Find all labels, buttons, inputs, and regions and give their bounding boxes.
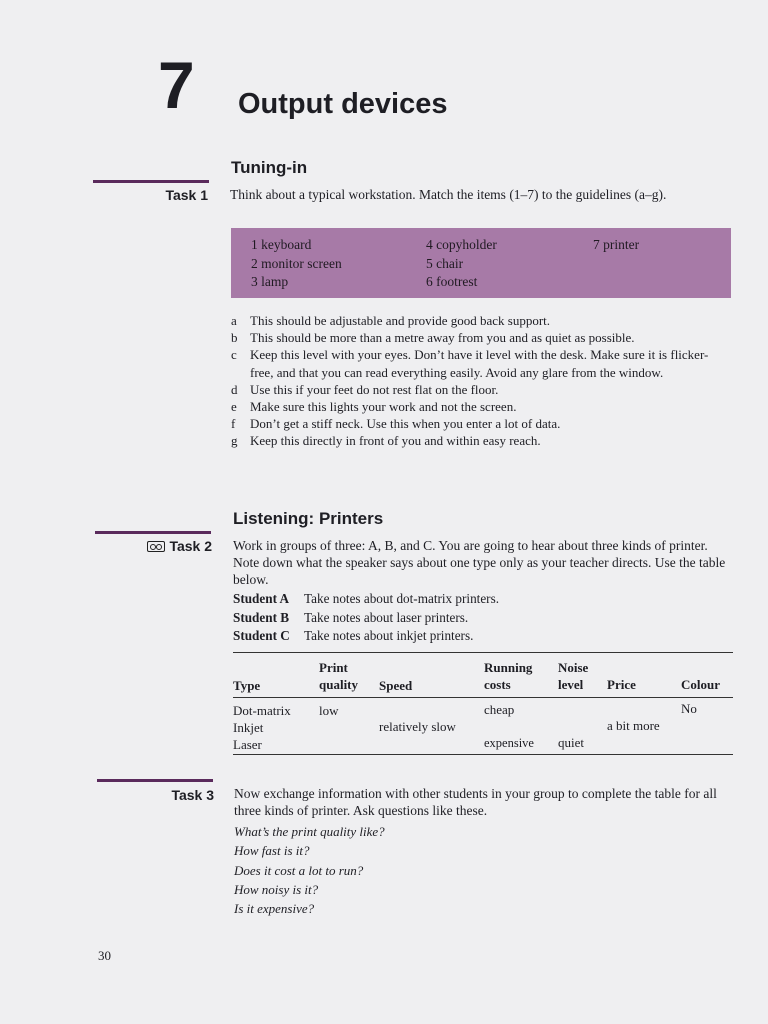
- list-item: [231, 415, 731, 432]
- table-rule-bottom: [233, 754, 733, 755]
- task-1-instruction: Think about a typical workstation. Match the items (1–7) to the guidelines (a–g).: [230, 187, 667, 202]
- task-3-instruction: Now exchange information with other students in your group to complete the table for all three kinds of printer. Ask questions like these.: [234, 786, 717, 818]
- header-price: Price: [607, 677, 636, 692]
- guideline-text: Use this if your feet do not rest flat on the floor.: [250, 381, 499, 397]
- cassette-icon: [147, 541, 165, 552]
- guideline-letter: g: [231, 433, 238, 449]
- task-2-label: [92, 538, 212, 554]
- guideline-text: Don’t get a stiff neck. Use this when you enter a lot of data.: [250, 416, 561, 432]
- item-monitor-screen: 2 monitor screen: [251, 256, 342, 271]
- header-level: level: [558, 677, 584, 692]
- header-colour: Colour: [681, 677, 720, 692]
- header-noise: Noise: [558, 660, 589, 675]
- student-label: Student A: [233, 591, 290, 606]
- student-text: Take notes about laser printers.: [304, 609, 469, 625]
- guideline-letter: c: [231, 347, 237, 363]
- list-item: What’s the print quality like?: [234, 824, 385, 839]
- chapter-number: 7: [158, 48, 194, 122]
- chapter-title: Output devices: [238, 88, 448, 120]
- task-divider: [97, 779, 213, 782]
- table-row-type: Inkjet: [233, 720, 264, 735]
- guideline-text: Make sure this lights your work and not the screen.: [250, 399, 517, 415]
- header-costs: costs: [484, 677, 511, 692]
- list-item: [233, 590, 499, 609]
- guideline-letter: d: [231, 381, 238, 397]
- guideline-text: Keep this level with your eyes. Don’t have it level with the desk. Make sure it is flicker-free, and that you can read everything easily. Avoid any glare from the window.: [250, 347, 709, 380]
- guideline-letter: b: [231, 330, 238, 346]
- table-row-type: Dot-matrix: [233, 703, 291, 718]
- table-rule-header: [233, 697, 733, 698]
- guideline-text: Keep this directly in front of you and within easy reach.: [250, 433, 541, 449]
- header-speed: Speed: [379, 678, 413, 693]
- student-text: Take notes about inkjet printers.: [304, 628, 474, 643]
- task-2-instruction: Work in groups of three: A, B, and C. You are going to hear about three kinds of printer. Note down what the speaker says about one type only as your teacher directs. Use the table below.: [233, 538, 726, 587]
- guideline-letter: f: [231, 416, 236, 432]
- task-divider: [95, 531, 211, 534]
- item-chair: 5 chair: [426, 256, 464, 271]
- student-list: [233, 590, 499, 646]
- item-keyboard: 1 keyboard: [251, 237, 312, 252]
- table-row-type: Laser: [233, 737, 262, 752]
- header-type: Type: [233, 678, 261, 693]
- list-item: [233, 609, 499, 628]
- guidelines-list: [231, 312, 731, 450]
- guideline-text: This should be adjustable and provide good back support.: [250, 313, 551, 328]
- table-cell: a bit more: [607, 718, 660, 733]
- list-item: [231, 381, 731, 398]
- item-printer: 7 printer: [593, 237, 640, 252]
- item-lamp: 3 lamp: [251, 274, 289, 289]
- list-item: How fast is it?: [234, 843, 310, 859]
- table-cell: quiet: [558, 735, 584, 750]
- list-item: [231, 432, 731, 449]
- list-item: [231, 346, 731, 380]
- table-rule-top: [233, 652, 733, 653]
- table-cell: expensive: [484, 736, 534, 750]
- question-list: [234, 822, 385, 918]
- guideline-letter: a: [231, 313, 237, 328]
- list-item: Is it expensive?: [234, 901, 315, 917]
- table-cell: cheap: [484, 702, 515, 717]
- printer-table: [233, 652, 733, 758]
- list-item: Does it cost a lot to run?: [234, 862, 364, 878]
- guideline-letter: e: [231, 399, 237, 415]
- task-2-label-text: Task 2: [169, 538, 212, 554]
- header-running: Running: [484, 660, 533, 675]
- section-heading-tuning-in: Tuning-in: [231, 158, 308, 177]
- task-3-label: Task 3: [171, 787, 214, 803]
- items-box: [231, 228, 731, 298]
- list-item: How noisy is it?: [234, 881, 319, 897]
- task-1-label: Task 1: [165, 187, 208, 203]
- item-copyholder: 4 copyholder: [426, 237, 497, 252]
- table-cell: No: [681, 701, 697, 716]
- page-number: 30: [98, 948, 111, 963]
- list-item: [231, 329, 731, 346]
- section-heading-listening: Listening: Printers: [233, 509, 384, 528]
- item-footrest: 6 footrest: [426, 274, 478, 289]
- header-quality: quality: [319, 677, 359, 692]
- list-item: [233, 627, 499, 646]
- student-label: Student C: [233, 628, 290, 643]
- list-item: [231, 398, 731, 415]
- header-print: Print: [319, 660, 348, 675]
- student-text: Take notes about dot-matrix printers.: [304, 591, 500, 606]
- table-cell: relatively slow: [379, 719, 456, 734]
- guideline-text: This should be more than a metre away from you and as quiet as possible.: [250, 330, 635, 346]
- student-label: Student B: [233, 609, 290, 625]
- list-item: [231, 312, 731, 329]
- table-cell: low: [319, 703, 339, 718]
- task-divider: [93, 180, 209, 183]
